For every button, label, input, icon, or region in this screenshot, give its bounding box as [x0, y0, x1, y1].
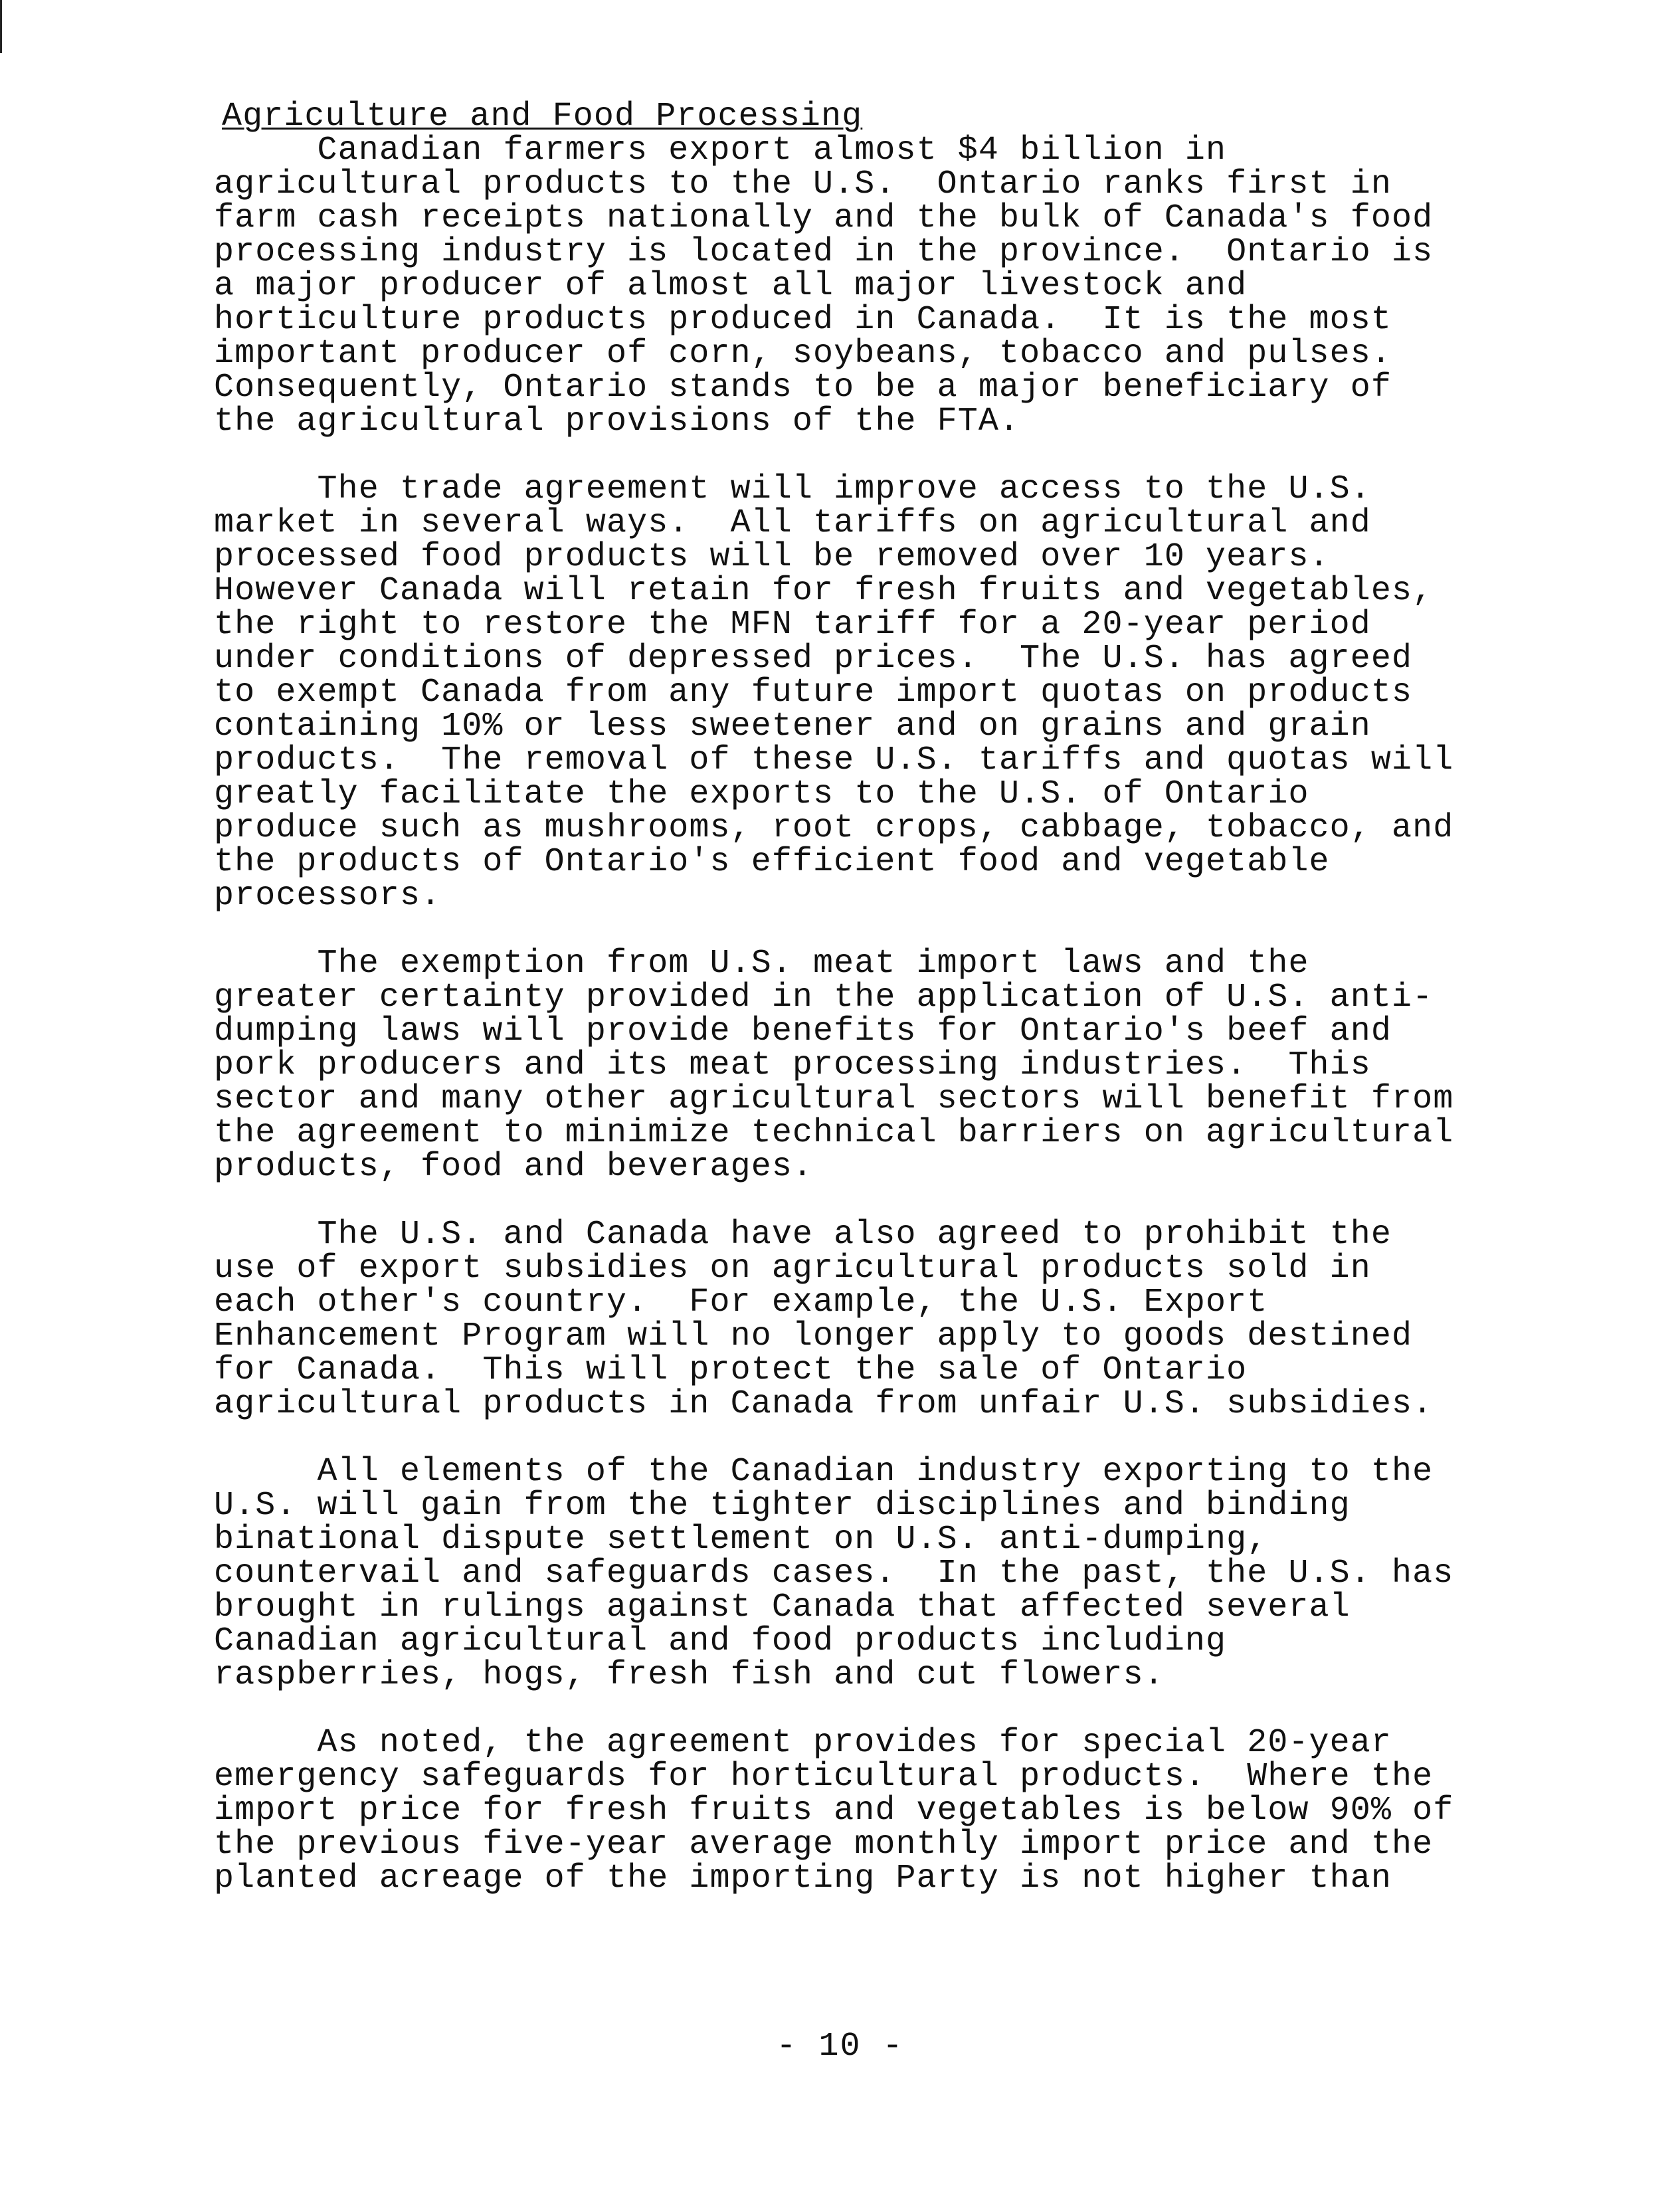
paragraph-2: The trade agreement will improve access to the U.S. market in several ways. All tariffs on agricultural and processed food products will be removed over 10 years. However Canada will retain for fresh fruits and vegetables, the right to restore the MFN tariff for a 20-year period under conditions of depressed prices. The U.S. has agreed to exempt Canada from any future import quotas on products containing 10% or less sweetener and on grains and grain products. The removal of these U.S. tariffs and quotas will greatly facilitate the exports to the U.S. of Ontario produce such as mushrooms, root crops, cabbage, tobacco, and the products of Ontario's efficient food and vegetable processors.: [214, 470, 1454, 915]
paragraph-5: All elements of the Canadian industry exporting to the U.S. will gain from the tighter disciplines and binding binational dispute settlement on U.S. anti-dumping, countervail and safeguards cases. In the past, the U.S. has brought in rulings against Canada that affected several Canadian agricultural and food products including raspberries, hogs, fresh fish and cut flowers.: [214, 1453, 1454, 1694]
scan-edge-mark: [0, 0, 2, 53]
paragraph-4: The U.S. and Canada have also agreed to prohibit the use of export subsidies on agricultural products sold in each other's country. For example, the U.S. Export Enhancement Program will no longer apply to goods destined for Canada. This will protect the sale of Ontario agricultural products in Canada from unfair U.S. subsidies.: [214, 1216, 1434, 1423]
paragraph-1: Canadian farmers export almost $4 billion in agricultural products to the U.S. Ontario ranks first in farm cash receipts nationally and the bulk of Canada's food processing industry is located in the province. Ontario is a major producer of almost all major livestock and horticulture products produced in Canada. It is the most important producer of corn, soybeans, tobacco and pulses. Consequently, Ontario stands to be a major beneficiary of the agricultural provisions of the FTA.: [214, 132, 1434, 440]
section-heading: Agriculture and Food Processing: [222, 98, 863, 136]
paragraph-6: As noted, the agreement provides for special 20-year emergency safeguards for horticultural products. Where the import price for fresh fruits and vegetables is below 90% of the previous five-year average monthly import price and the planted acreage of the importing Party is not higher than: [214, 1724, 1454, 1897]
document-body: [214, 100, 1496, 1929]
page-number: - 10 -: [776, 2028, 904, 2065]
paragraph-3: The exemption from U.S. meat import laws and the greater certainty provided in the application of U.S. anti- dumping laws will provide benefits for Ontario's beef and pork producers and its meat processing industries. This sector and many other agricultural sectors will benefit from the agreement to minimize technical barriers on agricultural products, food and beverages.: [214, 945, 1454, 1186]
